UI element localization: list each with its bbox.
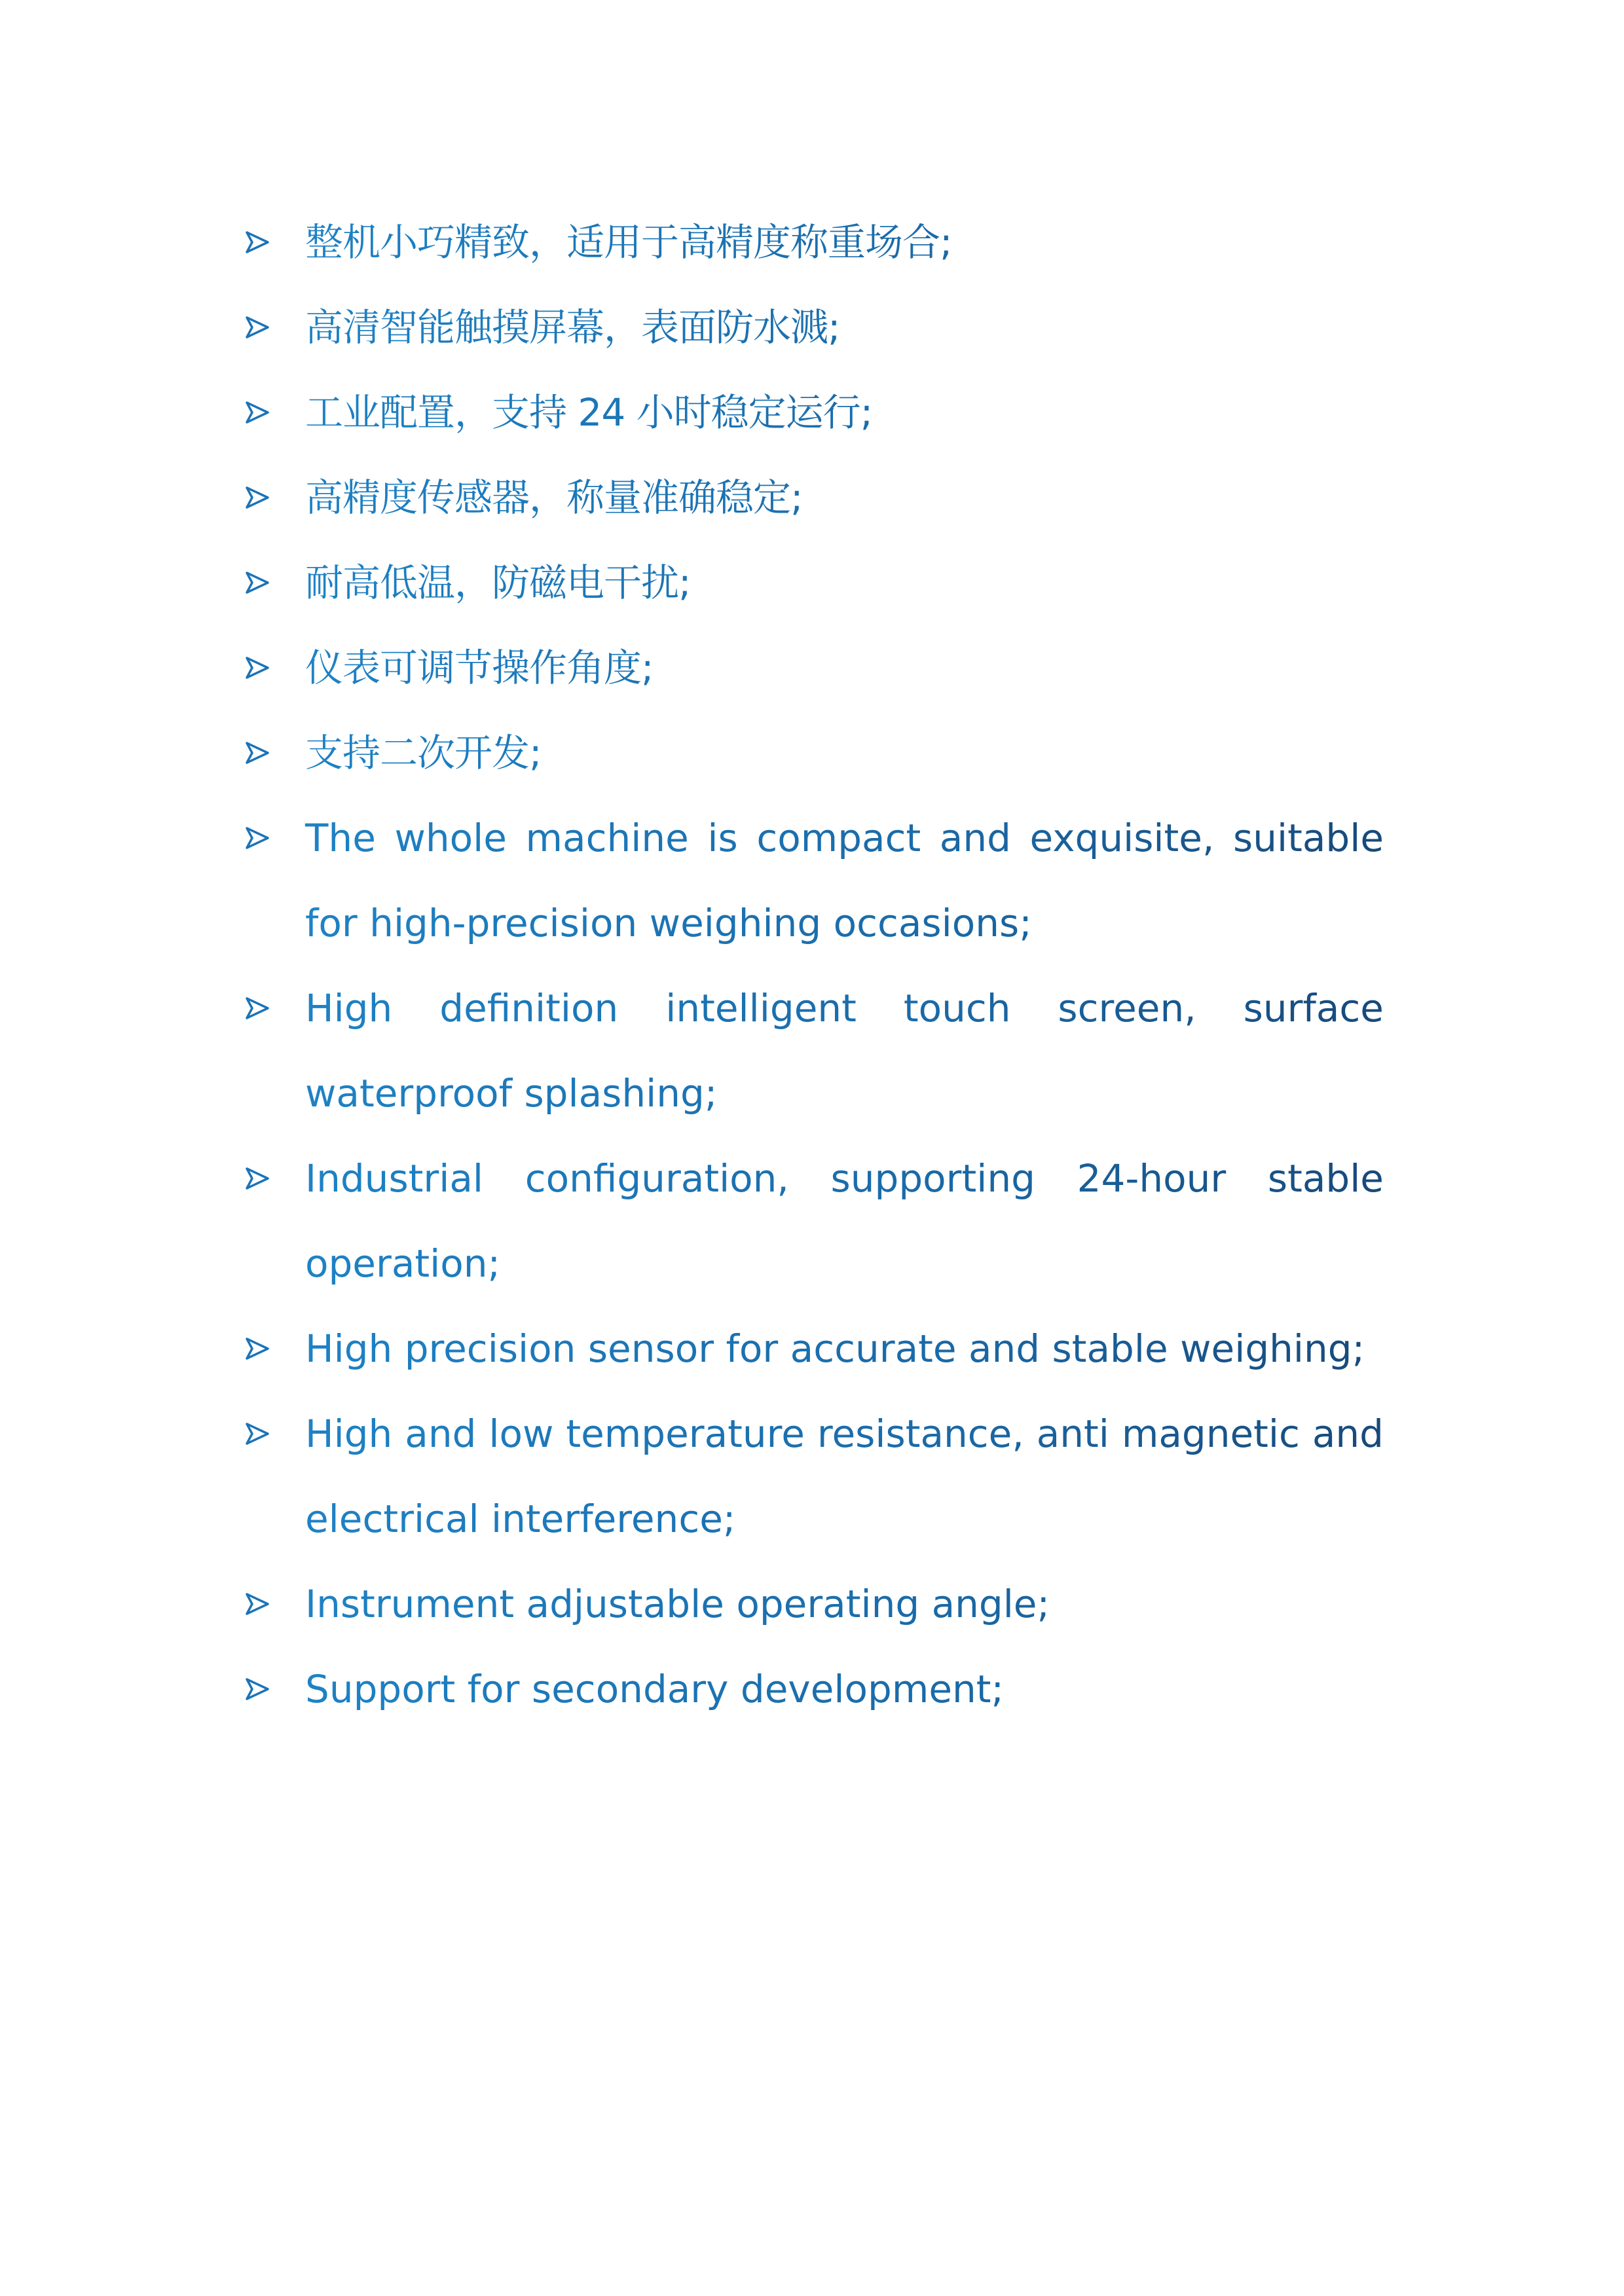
arrow-bullet-icon	[244, 484, 272, 511]
arrow-bullet-icon	[244, 1165, 272, 1192]
list-item-text: High and low temperature resistance, anti magnetic and electrical interference;	[305, 1412, 1384, 1541]
arrow-bullet-icon	[244, 569, 272, 596]
arrow-bullet-icon	[244, 1590, 272, 1618]
list-item-text: Support for secondary development;	[305, 1667, 1005, 1711]
arrow-bullet-icon	[244, 314, 272, 341]
list-item-text: 工业配置，支持 24 小时稳定运行;	[305, 390, 873, 435]
list-item-text: 整机小巧精致，适用于高精度称重场合;	[305, 220, 952, 264]
arrow-bullet-icon	[244, 1335, 272, 1362]
list-item	[244, 285, 1384, 370]
list-item-text: 耐高低温，防磁电干扰;	[305, 560, 691, 605]
list-item-text: The whole machine is compact and exquisite, suitable for high-precision weighing occasions;	[305, 816, 1384, 945]
list-item	[244, 455, 1384, 540]
list-item	[244, 966, 1384, 1136]
arrow-bullet-icon	[244, 1675, 272, 1703]
list-item	[244, 1647, 1384, 1732]
list-item-text: High definition intelligent touch screen, surface waterproof splashing;	[305, 986, 1384, 1116]
arrow-bullet-icon	[244, 399, 272, 426]
list-item	[244, 200, 1384, 285]
list-item	[244, 795, 1384, 966]
list-item	[244, 1561, 1384, 1647]
arrow-bullet-icon	[244, 1420, 272, 1448]
list-item	[244, 1136, 1384, 1306]
list-item-text: 高精度传感器，称量准确稳定;	[305, 475, 803, 520]
list-item-text: 高清智能触摸屏幕，表面防水溅;	[305, 305, 840, 350]
list-item-text: 支持二次开发;	[305, 731, 542, 775]
list-item-text: High precision sensor for accurate and stable weighing;	[305, 1326, 1365, 1371]
list-item	[244, 710, 1384, 795]
list-item	[244, 1391, 1384, 1561]
arrow-bullet-icon	[244, 654, 272, 682]
list-item	[244, 625, 1384, 710]
list-item	[244, 540, 1384, 625]
list-item-text: 仪表可调节操作角度;	[305, 646, 654, 690]
arrow-bullet-icon	[244, 994, 272, 1022]
list-item	[244, 370, 1384, 455]
arrow-bullet-icon	[244, 228, 272, 256]
arrow-bullet-icon	[244, 824, 272, 852]
list-item-text: Instrument adjustable operating angle;	[305, 1582, 1050, 1626]
arrow-bullet-icon	[244, 739, 272, 767]
feature-list	[244, 200, 1384, 1732]
list-item	[244, 1306, 1384, 1391]
list-item-text: Industrial configuration, supporting 24-hour stable operation;	[305, 1156, 1384, 1286]
